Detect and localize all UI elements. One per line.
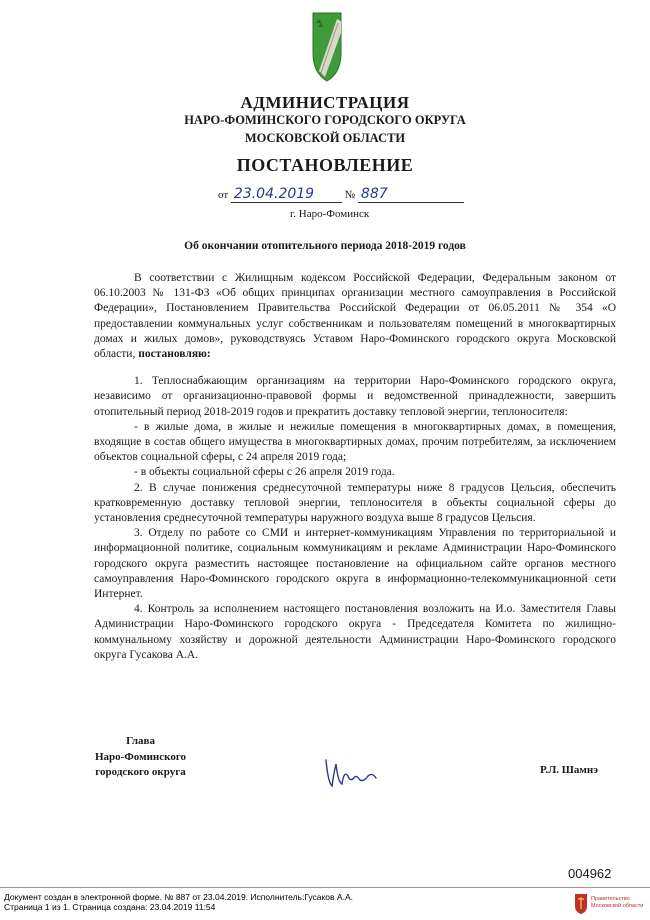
preamble-text: В соответствии с Жилищным кодексом Российской Федерации, Федеральным законом от 06.10.2003 № 131-ФЗ «Об общих принципах организации местного самоуправления в Российской Федерации», Постановлением Правительства Российской Федерации от 06.05.2011 № 354 «О предоставлении коммунальных услуг собственникам и пользователям помещений в многоквартирных домах и жилых домов», руководствуясь Уставом Наро-Фоминского городского округа Московской области,: [94, 272, 616, 361]
footer-line-2: Страница 1 из 1. Страница создана: 23.04.2019 11:54: [4, 902, 216, 912]
document-subject: Об окончании отопительного периода 2018-2019 годов: [184, 240, 466, 252]
document-body: [94, 271, 616, 663]
document-type: ПОСТАНОВЛЕНИЕ: [236, 155, 414, 175]
number-handwritten: 887: [358, 186, 464, 203]
city: г. Наро-Фоминск: [290, 208, 370, 220]
org-subtitle-2: МОСКОВСКОЙ ОБЛАСТИ: [244, 131, 406, 145]
date-handwritten: 23.04.2019: [231, 186, 342, 203]
signature-title: [95, 734, 186, 781]
signer-name: Р.Л. Шамнэ: [540, 764, 598, 776]
date-number-line: [218, 186, 468, 203]
gov-emblem-icon: [574, 893, 588, 915]
decree-word: постановляю:: [138, 348, 211, 361]
gov-logo-line1: Правительство: [591, 896, 630, 902]
handwritten-signature: [320, 752, 380, 792]
org-title: АДМИНИСТРАЦИЯ: [240, 93, 410, 112]
electronic-footer: [0, 887, 650, 920]
clause-1: 1. Теплоснабжающим организациям на территории Наро-Фоминского городского округа, независимо от организационно-правовой формы и ведомственной принадлежности, завершить отопительный период 2018-2019 годов и прекратить доставку тепловой энергии, теплоносителя:: [94, 375, 616, 418]
clause-1b: - в объекты социальной сферы с 26 апреля 2019 года.: [134, 466, 395, 479]
number-prefix: №: [344, 189, 356, 201]
registration-number: 004962: [568, 866, 612, 881]
signature-title-line1: Глава: [126, 735, 155, 747]
org-subtitle-1: НАРО-ФОМИНСКОГО ГОРОДСКОГО ОКРУГА: [184, 113, 466, 127]
gov-logo-line2: Московской области: [591, 902, 644, 909]
clause-1a: - в жилые дома, в жилые и нежилые помещения в многоквартирных домах, в помещения, входящие в состав общего имущества в многоквартирных домах, прочим потребителям, за исключением объектов социальной сферы, с 24 апреля 2019 года;: [94, 420, 616, 464]
signature-title-line2: Наро-Фоминского: [95, 750, 187, 763]
signature-title-line3: городского округа: [95, 766, 186, 778]
gov-logo-text: [591, 896, 643, 909]
clause-3: 3. Отделу по работе со СМИ и интернет-коммуникациям Управления по территориальной и информационной политике, социальным коммуникациям и рекламе Администрации Наро-Фоминского городского округа разместить настоящее постановление на официальном сайте органов местного самоуправления Наро-Фоминского городского округа в информационно-телекоммуникационной сети Интернет.: [94, 527, 616, 601]
date-prefix: от: [218, 189, 229, 201]
preamble: [94, 271, 616, 362]
footer-line-1: Документ создан в электронной форме. № 887 от 23.04.2019. Исполнитель:Гусаков А.А.: [4, 892, 353, 902]
clause-4: 4. Контроль за исполнением настоящего постановления возложить на И.о. Заместителя Главы Администрации Наро-Фоминского городского округа - Председателя Комитета по жилищно-коммунальному хозяйству и дорожной деятельности Администрации Наро-Фоминского городского округа Гусакова А.А.: [94, 603, 616, 661]
clause-2: 2. В случае понижения среднесуточной температуры ниже 8 градусов Цельсия, обеспечить кратковременную доставку тепловой энергии, теплоносителя в объекты социальной сферы до установления среднесуточной температуры наружного воздуха выше 8 градусов Цельсия.: [94, 481, 616, 525]
coat-of-arms-icon: [307, 11, 347, 83]
